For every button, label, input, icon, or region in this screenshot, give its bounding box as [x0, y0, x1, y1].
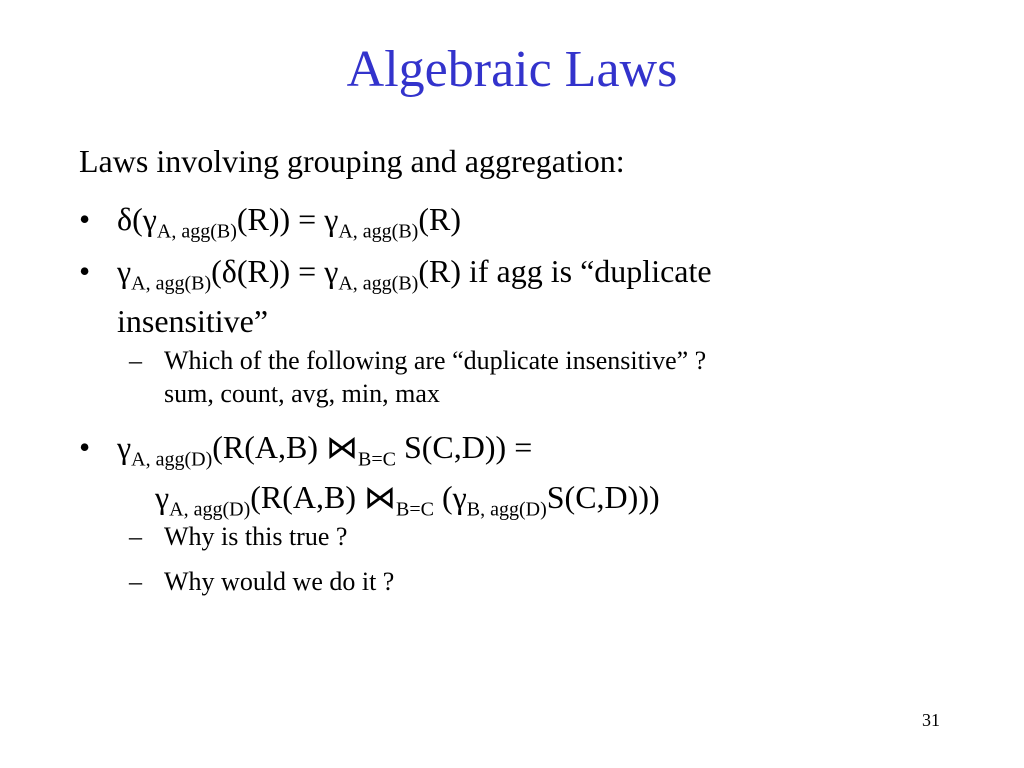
bullet-marker: • [79, 429, 91, 465]
formula-part: (R)) = γ [236, 201, 339, 237]
formula-part: (R) if agg is “duplicate [418, 253, 712, 289]
sub-bullet-why-true [129, 520, 347, 553]
sub-bullet-continuation: sum, count, avg, min, max [164, 379, 440, 408]
sub-bullet-why-do-it [129, 565, 394, 598]
formula-part: (R(A,B) ⋈ [212, 429, 358, 465]
formula-subscript: A, agg(B) [156, 220, 237, 243]
formula-subscript: A, agg(D) [169, 498, 251, 521]
formula-part: γ [117, 253, 132, 289]
dash-marker: – [129, 346, 142, 375]
slide-title: Algebraic Laws [346, 41, 678, 98]
sub-bullet-line [129, 565, 394, 598]
formula-subscript: B=C [396, 498, 434, 521]
bullet-duplicate-insensitive-law [79, 252, 979, 340]
formula-subscript: A, agg(B) [338, 220, 419, 243]
formula-subscript: A, agg(B) [338, 272, 419, 295]
bullet-join-aggregation-law [79, 428, 979, 529]
bullet-line [79, 252, 979, 302]
dash-marker: – [129, 567, 142, 596]
formula-part: γ [117, 429, 132, 465]
intro-text: Laws involving grouping and aggregation: [79, 143, 625, 179]
bullet-marker: • [79, 253, 91, 289]
sub-bullet-question-duplicate-insensitive [129, 344, 706, 410]
formula-subscript: B, agg(D) [466, 498, 547, 521]
sub-bullet-line [129, 520, 347, 553]
bullet-line [79, 428, 979, 478]
dash-marker: – [129, 522, 142, 551]
formula-subscript: B=C [358, 448, 396, 471]
formula-subscript: A, agg(D) [131, 448, 213, 471]
formula-part: S(C,D)) = [395, 429, 533, 465]
bullet-continuation: insensitive” [117, 303, 269, 340]
sub-bullet-text: Why is this true ? [164, 522, 348, 551]
formula-part: (γ [433, 479, 467, 516]
sub-bullet-text: Which of the following are “duplicate insensitive” ? [164, 346, 707, 375]
sub-bullet-text: Why would we do it ? [164, 567, 395, 596]
bullet-marker: • [79, 201, 91, 237]
formula-part: δ(γ [117, 201, 157, 237]
sub-bullet-line [129, 344, 706, 377]
bullet-line [79, 200, 979, 250]
formula-part: γ [155, 479, 170, 516]
page-number: 31 [922, 710, 940, 730]
formula-subscript: A, agg(B) [131, 272, 212, 295]
formula-part: S(C,D))) [546, 479, 660, 516]
formula-part: (R) [418, 201, 461, 237]
formula-part: (R(A,B) ⋈ [250, 479, 396, 516]
bullet-duplicate-elimination-law [79, 200, 979, 250]
formula-part: (δ(R)) = γ [211, 253, 339, 289]
